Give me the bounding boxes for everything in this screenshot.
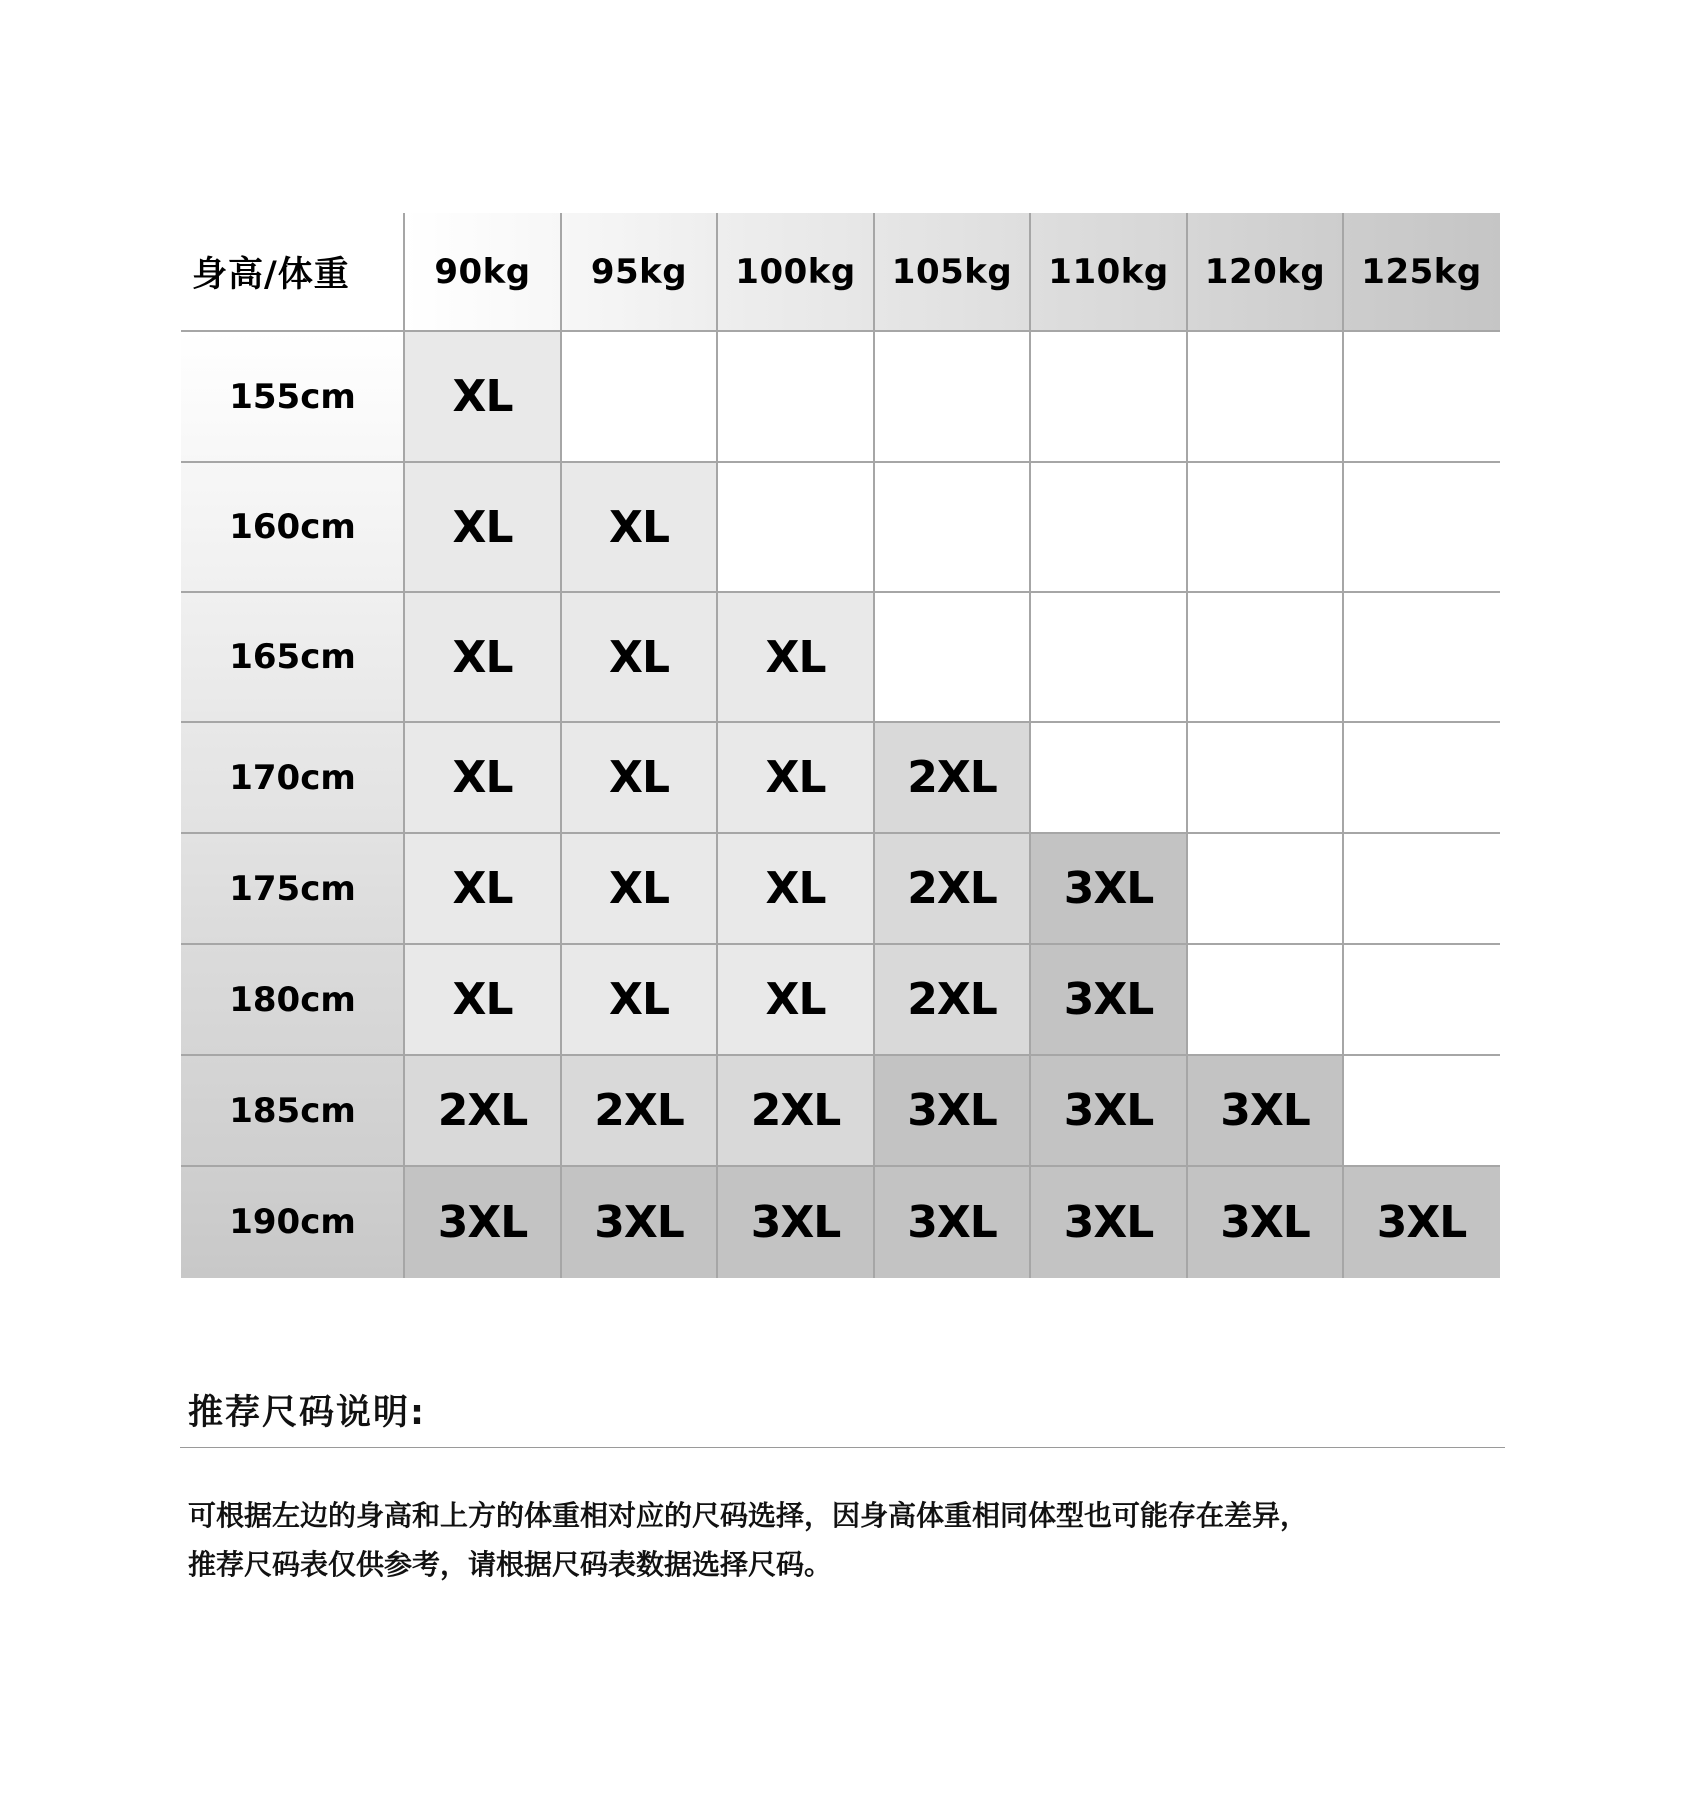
size-cell: 3XL [717, 1166, 874, 1278]
size-cell: 2XL [874, 722, 1030, 833]
size-cell: 3XL [1187, 1166, 1343, 1278]
notes-line: 推荐尺码表仅供参考，请根据尺码表数据选择尺码。 [188, 1548, 833, 1581]
empty-cell [1187, 592, 1343, 722]
empty-cell [717, 462, 874, 592]
size-cell: 2XL [874, 944, 1030, 1055]
height-label: 190cm [181, 1166, 404, 1278]
notes-title: 推荐尺码说明: [188, 1393, 426, 1433]
empty-cell [561, 331, 717, 462]
empty-cell [1343, 1055, 1500, 1166]
empty-cell [1030, 331, 1187, 462]
size-cell: 3XL [1030, 1166, 1187, 1278]
table-corner-label: 身高/体重 [181, 213, 404, 331]
weight-header: 95kg [561, 213, 717, 331]
empty-cell [1343, 833, 1500, 944]
size-cell: XL [404, 833, 561, 944]
height-label: 175cm [181, 833, 404, 944]
empty-cell [1343, 592, 1500, 722]
size-cell: 3XL [561, 1166, 717, 1278]
size-cell: 3XL [1343, 1166, 1500, 1278]
grid-line [403, 213, 405, 1278]
empty-cell [1030, 592, 1187, 722]
empty-cell [1187, 944, 1343, 1055]
grid-line [181, 721, 1500, 723]
grid-line [181, 591, 1500, 593]
weight-header: 100kg [717, 213, 874, 331]
height-label: 180cm [181, 944, 404, 1055]
size-cell: XL [561, 833, 717, 944]
size-cell: 3XL [874, 1166, 1030, 1278]
grid-line [560, 213, 562, 1278]
size-cell: XL [561, 592, 717, 722]
empty-cell [1343, 722, 1500, 833]
grid-line [181, 1165, 1500, 1167]
height-label: 155cm [181, 331, 404, 462]
grid-line [181, 1054, 1500, 1056]
size-cell: XL [561, 722, 717, 833]
size-cell: 2XL [717, 1055, 874, 1166]
empty-cell [1343, 331, 1500, 462]
weight-header: 120kg [1187, 213, 1343, 331]
grid-line [1186, 213, 1188, 1278]
notes-body [188, 1491, 1508, 1589]
height-label: 160cm [181, 462, 404, 592]
size-cell: 3XL [874, 1055, 1030, 1166]
grid-line [181, 461, 1500, 463]
size-cell: XL [561, 462, 717, 592]
size-cell: XL [404, 592, 561, 722]
empty-cell [1030, 722, 1187, 833]
size-cell: 2XL [874, 833, 1030, 944]
size-cell: XL [561, 944, 717, 1055]
grid-line [181, 330, 1500, 332]
size-cell: XL [404, 722, 561, 833]
size-cell: XL [717, 722, 874, 833]
notes-divider [180, 1447, 1505, 1448]
size-cell: 3XL [404, 1166, 561, 1278]
size-cell: 3XL [1030, 833, 1187, 944]
notes-line: 可根据左边的身高和上方的体重相对应的尺码选择，因身高体重相同体型也可能存在差异， [188, 1499, 1309, 1532]
height-label: 185cm [181, 1055, 404, 1166]
size-cell: XL [717, 592, 874, 722]
empty-cell [1187, 833, 1343, 944]
size-cell: XL [404, 462, 561, 592]
size-cell: XL [717, 833, 874, 944]
size-cell: 3XL [1030, 1055, 1187, 1166]
size-chart-table [181, 213, 1500, 1278]
empty-cell [1187, 331, 1343, 462]
size-cell: XL [404, 331, 561, 462]
empty-cell [1187, 722, 1343, 833]
size-cell: 3XL [1187, 1055, 1343, 1166]
weight-header: 110kg [1030, 213, 1187, 331]
grid-line [873, 213, 875, 1278]
size-cell: 2XL [561, 1055, 717, 1166]
size-cell: XL [717, 944, 874, 1055]
weight-header: 90kg [404, 213, 561, 331]
size-cell: XL [404, 944, 561, 1055]
weight-header: 125kg [1343, 213, 1500, 331]
weight-header: 105kg [874, 213, 1030, 331]
height-label: 165cm [181, 592, 404, 722]
grid-line [181, 943, 1500, 945]
grid-line [716, 213, 718, 1278]
empty-cell [874, 331, 1030, 462]
grid-line [181, 832, 1500, 834]
empty-cell [874, 592, 1030, 722]
grid-line [1342, 213, 1344, 1278]
size-cell: 2XL [404, 1055, 561, 1166]
empty-cell [1343, 462, 1500, 592]
size-cell: 3XL [1030, 944, 1187, 1055]
empty-cell [1030, 462, 1187, 592]
empty-cell [1187, 462, 1343, 592]
grid-line [1029, 213, 1031, 1278]
empty-cell [1343, 944, 1500, 1055]
empty-cell [717, 331, 874, 462]
height-label: 170cm [181, 722, 404, 833]
empty-cell [874, 462, 1030, 592]
